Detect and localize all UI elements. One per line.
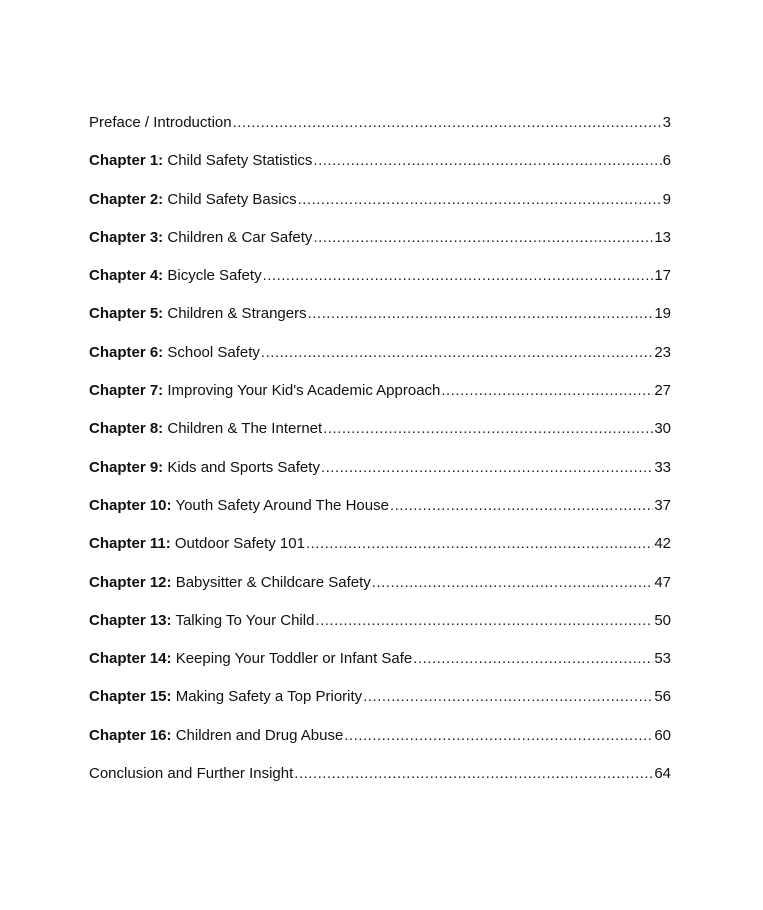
- toc-entry-conclusion: [89, 747, 671, 785]
- toc-entry-label: Babysitter & Childcare Safety: [175, 573, 371, 591]
- toc-entry-preface: [89, 110, 671, 134]
- toc-entry-chapter-11: [89, 517, 671, 555]
- toc-entry-label: Bicycle Safety: [167, 267, 262, 285]
- toc-entry-label: Making Safety a Top Priority: [175, 688, 363, 706]
- toc-page-number: 42: [654, 535, 671, 553]
- toc-entry-label: Conclusion and Further Insight: [89, 765, 294, 783]
- toc-page-number: 17: [654, 267, 671, 285]
- toc-entry-chapter-9: [89, 440, 671, 478]
- toc-page-number: 60: [654, 726, 671, 744]
- toc-leader-dots: [321, 457, 653, 479]
- toc-entry-chapter-15: [89, 670, 671, 708]
- toc-entry-label: Children & Strangers: [167, 305, 307, 323]
- toc-page-number: 13: [654, 228, 671, 246]
- toc-entry-title: [89, 150, 312, 172]
- toc-entry-chapter-2: [89, 172, 671, 210]
- toc-entry-title: [89, 572, 371, 594]
- toc-leader-dots: [323, 418, 653, 440]
- toc-leader-dots: [344, 725, 653, 747]
- toc-entry-title: [89, 418, 322, 440]
- toc-leader-dots: [315, 610, 653, 632]
- toc-leader-dots: [263, 265, 654, 287]
- toc-entry-label: Keeping Your Toddler or Infant Safe: [175, 650, 413, 668]
- toc-leader-dots: [298, 189, 662, 211]
- toc-page-number: 47: [654, 573, 671, 591]
- toc-entry-title: [89, 265, 262, 287]
- toc-entry-prefix: Chapter 6:: [89, 343, 164, 361]
- toc-entry-prefix: Chapter 3:: [89, 228, 164, 246]
- toc-entry-title: [89, 112, 232, 134]
- toc-entry-prefix: Chapter 8:: [89, 420, 164, 438]
- toc-entry-label: Kids and Sports Safety: [167, 458, 320, 476]
- toc-leader-dots: [261, 342, 653, 364]
- toc-entry-prefix: Chapter 14:: [89, 650, 172, 668]
- toc-leader-dots: [294, 763, 653, 785]
- toc-entry-title: [89, 686, 362, 708]
- toc-entry-title: [89, 610, 314, 632]
- toc-leader-dots: [313, 150, 661, 172]
- toc-page-number: 37: [654, 496, 671, 514]
- toc-page-number: 19: [654, 305, 671, 323]
- toc-leader-dots: [306, 533, 653, 555]
- toc-entry-chapter-1: [89, 134, 671, 172]
- toc-page-number: 50: [654, 611, 671, 629]
- toc-entry-title: [89, 533, 305, 555]
- toc-entry-label: Children and Drug Abuse: [175, 726, 344, 744]
- toc-entry-prefix: Chapter 7:: [89, 382, 164, 400]
- toc-leader-dots: [363, 686, 653, 708]
- toc-entry-label: Preface / Introduction: [89, 114, 232, 131]
- toc-page-number: 53: [654, 650, 671, 668]
- toc-entry-title: [89, 763, 293, 785]
- toc-entry-title: [89, 227, 312, 249]
- toc-entry-prefix: Chapter 16:: [89, 726, 172, 744]
- toc-entry-label: Youth Safety Around The House: [175, 496, 389, 514]
- toc-entry-chapter-12: [89, 555, 671, 593]
- toc-page-number: 23: [654, 343, 671, 361]
- toc-entry-chapter-6: [89, 325, 671, 363]
- toc-entry-label: Children & Car Safety: [167, 228, 313, 246]
- toc-entry-chapter-4: [89, 249, 671, 287]
- toc-leader-dots: [233, 112, 662, 134]
- toc-entry-title: [89, 457, 320, 479]
- toc-entry-prefix: Chapter 9:: [89, 458, 164, 476]
- toc-leader-dots: [390, 495, 653, 517]
- toc-page-number: 33: [654, 458, 671, 476]
- toc-leader-dots: [441, 380, 653, 402]
- toc-page-number: 64: [654, 765, 671, 783]
- toc-entry-title: [89, 648, 412, 670]
- toc-entry-chapter-7: [89, 364, 671, 402]
- toc-entry-chapter-14: [89, 632, 671, 670]
- toc-page-number: 56: [654, 688, 671, 706]
- toc-leader-dots: [308, 303, 654, 325]
- toc-entry-label: Outdoor Safety 101: [174, 535, 305, 553]
- toc-leader-dots: [413, 648, 653, 670]
- toc-page-number: 6: [662, 152, 671, 170]
- toc-entry-prefix: Chapter 2:: [89, 190, 164, 208]
- toc-entry-title: [89, 380, 440, 402]
- toc-entry-chapter-8: [89, 402, 671, 440]
- toc-entry-prefix: Chapter 13:: [89, 611, 172, 629]
- toc-leader-dots: [313, 227, 653, 249]
- table-of-contents: [89, 110, 671, 785]
- toc-entry-title: [89, 303, 307, 325]
- toc-entry-chapter-3: [89, 211, 671, 249]
- toc-entry-title: [89, 725, 343, 747]
- toc-entry-prefix: Chapter 15:: [89, 688, 172, 706]
- toc-entry-title: [89, 495, 389, 517]
- toc-page-number: 27: [654, 382, 671, 400]
- toc-page-number: 3: [662, 114, 671, 131]
- toc-entry-title: [89, 189, 297, 211]
- toc-entry-prefix: Chapter 1:: [89, 152, 164, 170]
- toc-entry-title: [89, 342, 260, 364]
- toc-entry-label: Child Safety Basics: [167, 190, 297, 208]
- toc-entry-chapter-16: [89, 708, 671, 746]
- toc-entry-prefix: Chapter 5:: [89, 305, 164, 323]
- toc-page-number: 30: [654, 420, 671, 438]
- toc-entry-prefix: Chapter 4:: [89, 267, 164, 285]
- toc-entry-chapter-10: [89, 479, 671, 517]
- toc-entry-label: Child Safety Statistics: [167, 152, 313, 170]
- toc-entry-prefix: Chapter 11:: [89, 535, 171, 553]
- toc-page-number: 9: [662, 190, 671, 208]
- toc-entry-chapter-13: [89, 594, 671, 632]
- toc-entry-label: School Safety: [167, 343, 260, 361]
- toc-entry-label: Talking To Your Child: [175, 611, 315, 629]
- toc-entry-label: Improving Your Kid's Academic Approach: [167, 382, 441, 400]
- toc-entry-label: Children & The Internet: [167, 420, 323, 438]
- toc-leader-dots: [372, 572, 654, 594]
- toc-entry-prefix: Chapter 10:: [89, 496, 172, 514]
- toc-entry-chapter-5: [89, 287, 671, 325]
- toc-entry-prefix: Chapter 12:: [89, 573, 172, 591]
